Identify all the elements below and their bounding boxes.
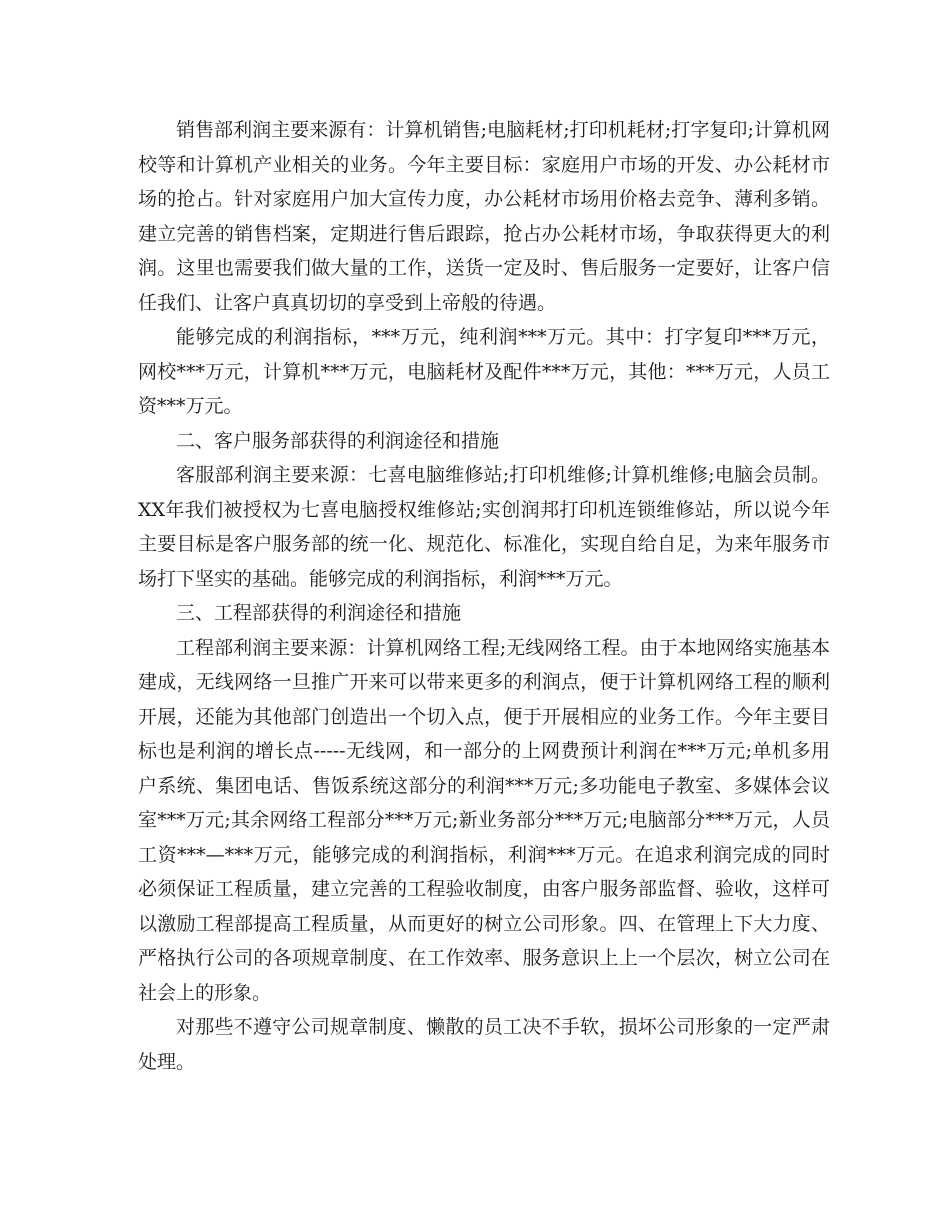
section-heading-customer-service: 二、客户服务部获得的利润途径和措施 — [176, 429, 500, 452]
paragraph-engineering: 工程部利润主要来源：计算机网络工程;无线网络工程。由于本地网络实施基本建成，无线网络一旦推广开来可以带来更多的利润点，便于计算机网络工程的顺利开展，还能为其他部门创造出一个切入点，便于开展相应的业务工作。今年主要目标也是利润的增长点-----无线网，和一部分的上网费预计利润在***万元;单机多用户系统、集团电话、售饭系统这部分的利润***万元;多功能电子教室、多媒体会议室***万元;其余网络工程部分***万元;新业务部分***万元;电脑部分***万元，人员工资***—***万元，能够完成的利润指标，利润***万元。在追求利润完成的同时必须保证工程质量，建立完善的工程验收制度，由客户服务部监督、验收，这样可以激励工程部提高工程质量，从而更好的树立公司形象。四、在管理上下大力度、严格执行公司的各项规章制度、在工作效率、服务意识上上一个层次，树立公司在社会上的形象。 — [138, 636, 830, 1004]
paragraph-profit-targets: 能够完成的利润指标，***万元，纯利润***万元。其中：打字复印***万元，网校***万元，计算机***万元，电脑耗材及配件***万元，其他：***万元，人员工资***万元。 — [138, 326, 830, 417]
document-body — [138, 113, 830, 1079]
paragraph-discipline: 对那些不遵守公司规章制度、懒散的员工决不手软，损坏公司形象的一定严肃处理。 — [138, 1016, 830, 1073]
paragraph-customer-service: 客服部利润主要来源：七喜电脑维修站;打印机维修;计算机维修;电脑会员制。XX年我们被授权为七喜电脑授权维修站;实创润邦打印机连锁维修站，所以说今年主要目标是客户服务部的统一化、规范化、标准化，实现自给自足，为来年服务市场打下坚实的基础。能够完成的利润指标，利润***万元。 — [138, 464, 830, 590]
paragraph-sales-profit: 销售部利润主要来源有：计算机销售;电脑耗材;打印机耗材;打字复印;计算机网校等和计算机产业相关的业务。今年主要目标：家庭用户市场的开发、办公耗材市场的抢占。针对家庭用户加大宣传力度，办公耗材市场用价格去竞争、薄利多销。建立完善的销售档案，定期进行售后跟踪，抢占办公耗材市场，争取获得更大的利润。这里也需要我们做大量的工作，送货一定及时、售后服务一定要好，让客户信任我们、让客户真真切切的享受到上帝般的待遇。 — [138, 119, 830, 314]
section-heading-engineering: 三、工程部获得的利润途径和措施 — [176, 602, 462, 624]
